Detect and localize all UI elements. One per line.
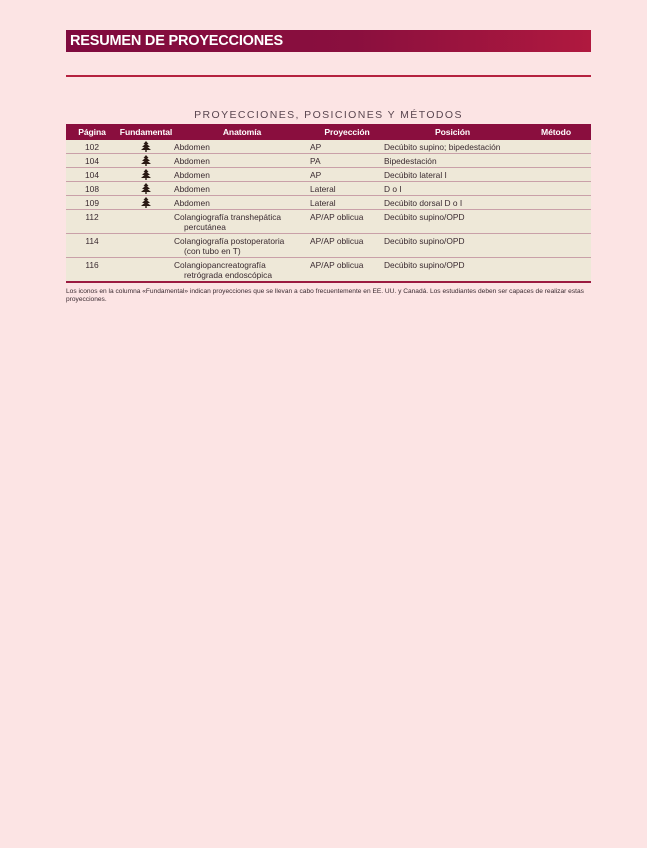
cell-position: Decúbito lateral I xyxy=(384,168,521,182)
cell-anatomy xyxy=(174,140,310,154)
cell-anatomy xyxy=(174,258,310,283)
tree-icon xyxy=(140,170,152,180)
cell-anatomy xyxy=(174,168,310,182)
table-row xyxy=(66,258,591,283)
cell-projection: PA xyxy=(310,154,384,168)
cell-fundamental xyxy=(118,182,174,196)
projections-table xyxy=(66,124,591,283)
cell-projection: AP xyxy=(310,140,384,154)
cell-method xyxy=(521,196,591,210)
anatomy-line-1: Abdomen xyxy=(174,184,210,194)
cell-fundamental xyxy=(118,196,174,210)
cell-page: 102 xyxy=(66,140,118,154)
cell-method xyxy=(521,258,591,283)
anatomy-line-1: Colangiografía transhepática xyxy=(174,212,282,222)
cell-fundamental xyxy=(118,140,174,154)
column-header-position: Posición xyxy=(384,124,521,140)
section-title: RESUMEN DE PROYECCIONES xyxy=(70,33,283,49)
cell-method xyxy=(521,182,591,196)
cell-method xyxy=(521,234,591,258)
table-row xyxy=(66,196,591,210)
anatomy-line-1: Colangiografía postoperatoria xyxy=(174,236,285,246)
cell-page: 116 xyxy=(66,258,118,283)
anatomy-line-2: retrógrada endoscópica xyxy=(184,270,272,280)
cell-fundamental xyxy=(118,168,174,182)
table-row xyxy=(66,234,591,258)
cell-projection: AP/AP oblicua xyxy=(310,234,384,258)
cell-method xyxy=(521,210,591,234)
anatomy-line-1: Colangiopancreatografía xyxy=(174,260,266,270)
anatomy-line-2: (con tubo en T) xyxy=(184,246,241,256)
divider-rule xyxy=(66,75,591,77)
tree-icon xyxy=(140,142,152,152)
column-header-page: Página xyxy=(66,124,118,140)
anatomy-line-1: Abdomen xyxy=(174,156,210,166)
anatomy-line-2: percutánea xyxy=(184,222,226,232)
cell-anatomy xyxy=(174,154,310,168)
cell-position: Decúbito supino/OPD xyxy=(384,258,521,283)
cell-position: Bipedestación xyxy=(384,154,521,168)
table-row xyxy=(66,154,591,168)
cell-fundamental xyxy=(118,234,174,258)
table-header-row xyxy=(66,124,591,140)
column-header-projection: Proyección xyxy=(310,124,384,140)
cell-projection: Lateral xyxy=(310,182,384,196)
tree-icon xyxy=(140,198,152,208)
cell-position: Decúbito dorsal D o I xyxy=(384,196,521,210)
cell-method xyxy=(521,140,591,154)
anatomy-line-1: Abdomen xyxy=(174,142,210,152)
column-header-method: Método xyxy=(521,124,591,140)
section-header xyxy=(66,30,591,52)
cell-page: 108 xyxy=(66,182,118,196)
cell-projection: AP/AP oblicua xyxy=(310,258,384,283)
cell-method xyxy=(521,168,591,182)
tree-icon xyxy=(140,184,152,194)
anatomy-line-1: Abdomen xyxy=(174,170,210,180)
cell-anatomy xyxy=(174,234,310,258)
cell-page: 104 xyxy=(66,154,118,168)
cell-projection: AP/AP oblicua xyxy=(310,210,384,234)
anatomy-line-1: Abdomen xyxy=(174,198,210,208)
table-footnote: Los iconos en la columna «Fundamental» indican proyecciones que se llevan a cabo frecuentemente en EE. UU. y Canadá. Los estudiantes deben ser capaces de realizar estas proyecciones. xyxy=(66,288,584,303)
cell-projection: AP xyxy=(310,168,384,182)
table-row xyxy=(66,140,591,154)
table-title: PROYECCIONES, POSICIONES Y MÉTODOS xyxy=(194,109,463,121)
cell-page: 112 xyxy=(66,210,118,234)
cell-fundamental xyxy=(118,154,174,168)
cell-projection: Lateral xyxy=(310,196,384,210)
tree-icon xyxy=(140,156,152,166)
table-row xyxy=(66,182,591,196)
cell-page: 114 xyxy=(66,234,118,258)
column-header-anatomy: Anatomía xyxy=(174,124,310,140)
cell-anatomy xyxy=(174,182,310,196)
cell-page: 104 xyxy=(66,168,118,182)
cell-anatomy xyxy=(174,210,310,234)
cell-position: Decúbito supino/OPD xyxy=(384,210,521,234)
cell-fundamental xyxy=(118,258,174,283)
cell-anatomy xyxy=(174,196,310,210)
table-row xyxy=(66,168,591,182)
cell-position: D o I xyxy=(384,182,521,196)
cell-position: Decúbito supino; bipedestación xyxy=(384,140,521,154)
table-row xyxy=(66,210,591,234)
cell-position: Decúbito supino/OPD xyxy=(384,234,521,258)
cell-page: 109 xyxy=(66,196,118,210)
cell-method xyxy=(521,154,591,168)
column-header-fundamental: Fundamental xyxy=(118,124,174,140)
cell-fundamental xyxy=(118,210,174,234)
